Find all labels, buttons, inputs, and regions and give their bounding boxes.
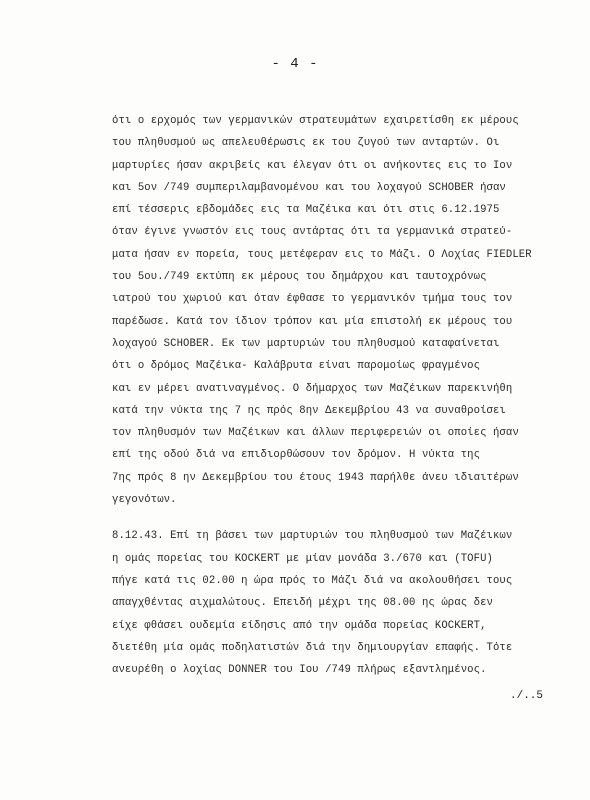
page-number: - 4 -: [271, 56, 319, 72]
text-line: ότι ο ερχομός των γερμανικών στρατευμάτων εχαιρετίσθη εκ μέρους: [112, 115, 519, 127]
text-line: γεγονότων.: [112, 494, 177, 507]
text-line: του 5ου./749 εκτύπη εκ μέρους του δημάρχου και ταυτοχρόνως: [112, 271, 487, 284]
text-line: και 5ον /749 συμπεριλαμβανομένου και του λοχαγού SCHOBER ήσαν: [112, 181, 506, 194]
text-line: απαγχθέντας αιχμαλώτους. Επειδή μέχρι της 08.00 ης ώρας δεν: [112, 597, 493, 610]
text-line: επί της οδού διά να επιδιορθώσουν τον δρόμον. Η νύκτα της: [112, 449, 481, 462]
text-line: κατά την νύκτα της 7 ης πρός 8ην Δεκεμβρίου 43 να συναθροίσει: [112, 404, 506, 417]
text-line: του πληθυσμού ως απελευθέρωσις εκ του ζυγού των ανταρτών. Οι: [112, 137, 500, 150]
text-line: παρέδωσε. Κατά τον ίδιον τρόπον και μία επιστολή εκ μέρους του: [112, 315, 513, 328]
paragraph-gap: [112, 511, 567, 525]
text-line: είχε φθάσει ουδεμία είδησις από την ομάδα πορείας KOCKERT,: [112, 619, 487, 632]
text-line: 7ης πρός 8 ην Δεκεμβρίου του έτους 1943 παρήλθε άνευ ιδιαιτέρων: [112, 471, 519, 484]
text-line: ιατρού του χωριού και όταν έφθασε το γερμανικόν τμήμα τους τον: [112, 293, 513, 306]
text-line: ότι ο δρόμος Μαζέικα- Καλάβρυτα είναι παρομοίως φραγμένος: [112, 360, 481, 373]
body-text: [112, 110, 567, 681]
text-line: και εν μέρει ανατιναγμένος. Ο δήμαρχος των Μαζέικων παρεκινήθη: [112, 382, 513, 395]
text-line: λοχαγού SCHOBER. Εκ των μαρτυριών του πληθυσμού καταφαίνεται: [112, 337, 500, 350]
text-line: η ομάς πορείας του KOCKERT με μίαν μονάδα 3./670 και (TOFU): [112, 552, 493, 565]
text-line: όταν έγινε γνωστόν εις τους αντάρτας ότι τα γερμανικά στρατεύ-: [112, 226, 513, 239]
text-line: 8.12.43. Επί τη βάσει των μαρτυριών του πληθυσμού των Μαζέικων: [112, 530, 513, 543]
text-line: τον πληθυσμόν των Μαζέικων και άλλων περιφερειών οι οποίες ήσαν: [112, 427, 519, 440]
text-line: επί τέσσερις εβδομάδες εις τα Μαζέικα και ότι στις 6.12.1975: [112, 204, 500, 217]
text-line: ματα ήσαν εν πορεία, τους μετέφεραν εις το Μάζι. Ο Λοχίας FIEDLER: [112, 248, 532, 261]
text-line: διετέθη μία ομάς ποδηλατιστών διά την δημιουργίαν επαφής. Τότε: [112, 641, 513, 654]
text-line: πήγε κατά τις 02.00 η ώρα πρός το Μάζι διά να ακολουθήσει τους: [112, 574, 513, 587]
text-line: ανευρέθη ο λοχίας DONNER του Ιου /749 πλήρως εξαντλημένος.: [112, 664, 487, 677]
text-line: μαρτυρίες ήσαν ακριβείς και έλεγαν ότι οι ανήκοντες εις το Ιον: [112, 159, 513, 172]
continuation-marker: ./..5: [510, 690, 544, 702]
